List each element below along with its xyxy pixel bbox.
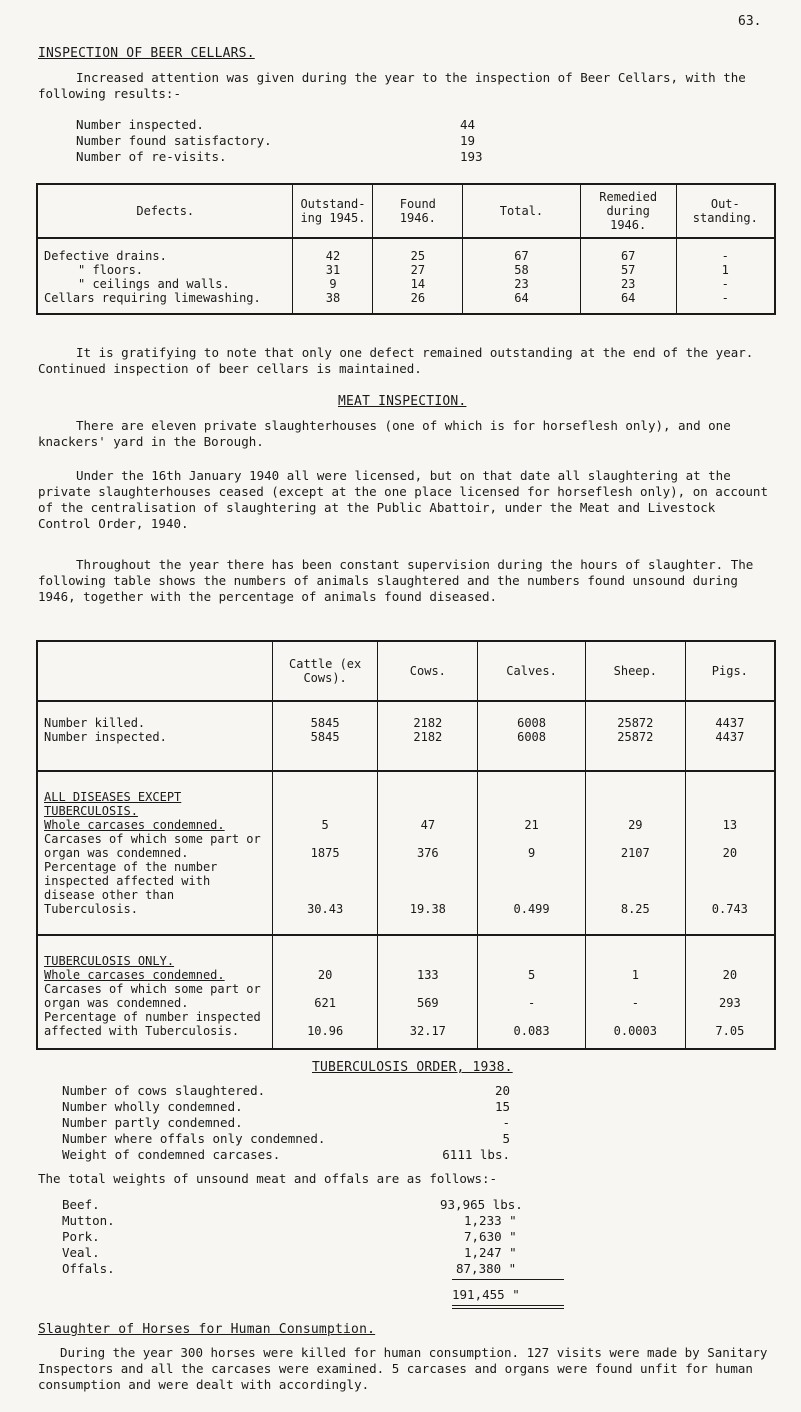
col-header: Total.	[463, 184, 581, 238]
table-row	[37, 263, 775, 277]
table-cell: 29	[585, 818, 685, 832]
weight-value: 93,965 lbs.	[440, 1197, 523, 1212]
stat-label: Number found satisfactory.	[76, 133, 272, 148]
table-row	[37, 701, 775, 730]
meat-inspection-para1: There are eleven private slaughterhouses (one of which is for horseflesh only), and one knackers' yard in the Borough.	[38, 418, 731, 449]
row-label: Whole carcases condemned.	[37, 968, 272, 982]
table-cell: 42	[293, 238, 373, 263]
beer-cellars-heading: INSPECTION OF BEER CELLARS.	[38, 46, 255, 61]
table-cell: 2182	[378, 730, 478, 771]
table-cell: 7.05	[685, 1010, 775, 1049]
stat-value: 19	[460, 133, 476, 148]
table-cell: 5	[272, 818, 378, 832]
table-cell: 27	[373, 263, 463, 277]
table-cell: 23	[580, 277, 676, 291]
table-cell: 1	[585, 968, 685, 982]
col-header: Cows.	[378, 641, 478, 701]
col-header: Calves.	[478, 641, 586, 701]
stat-label: Number where offals only condemned.	[62, 1131, 326, 1146]
table-cell: 133	[378, 968, 478, 982]
total-rule-bottom-2	[452, 1308, 564, 1309]
table-cell: 9	[293, 277, 373, 291]
table-cell: 64	[580, 291, 676, 314]
table-cell: -	[676, 277, 775, 291]
horses-heading: Slaughter of Horses for Human Consumption.	[38, 1322, 376, 1337]
table-cell: 569	[378, 982, 478, 1010]
table-cell: 30.43	[272, 860, 378, 935]
stat-label: Number wholly condemned.	[62, 1099, 243, 1114]
table-cell: 621	[272, 982, 378, 1010]
table-cell: 20	[685, 968, 775, 982]
table-cell: 5845	[272, 730, 378, 771]
row-label: Percentage of number inspected affected with Tuberculosis.	[37, 1010, 272, 1049]
weight-label: Beef.	[62, 1197, 100, 1212]
beer-cellars-intro: Increased attention was given during the year to the inspection of Beer Cellars, with the following results:-	[38, 70, 746, 101]
table-cell: 25	[373, 238, 463, 263]
table-cell: 9	[478, 832, 586, 860]
table-cell: 5845	[272, 701, 378, 730]
horses-para: During the year 300 horses were killed for human consumption. 127 visits were made by Sanitary Inspectors and all the carcases were examined. 5 carcases and organs were found unfit for human consumption and were dealt with accordingly.	[38, 1345, 768, 1392]
table-cell: 6008	[478, 701, 586, 730]
row-label: Whole carcases condemned.	[37, 818, 272, 832]
weight-value: 1,233 "	[464, 1213, 517, 1228]
weight-label: Mutton.	[62, 1213, 115, 1228]
meat-inspection-heading: MEAT INSPECTION.	[338, 394, 467, 409]
table-cell: 25872	[585, 730, 685, 771]
stat-value: 5	[502, 1131, 510, 1146]
table-cell: 1875	[272, 832, 378, 860]
table-cell: 0.083	[478, 1010, 586, 1049]
stat-value: 44	[460, 117, 476, 132]
table-cell: -	[478, 982, 586, 1010]
tb-order-heading: TUBERCULOSIS ORDER, 1938.	[312, 1060, 513, 1075]
table-cell: 14	[373, 277, 463, 291]
table-cell: 376	[378, 832, 478, 860]
tb-only-heading: TUBERCULOSIS ONLY.	[37, 935, 272, 968]
table-row	[37, 238, 775, 263]
table-cell: 5	[478, 968, 586, 982]
all-diseases-heading: ALL DISEASES EXCEPT TUBERCULOSIS.	[37, 771, 272, 818]
table-cell: 64	[463, 291, 581, 314]
col-header: Outstand- ing 1945.	[293, 184, 373, 238]
table-cell: 10.96	[272, 1010, 378, 1049]
table-row	[37, 730, 775, 771]
weight-value: 87,380 "	[456, 1261, 517, 1276]
table-row	[37, 291, 775, 314]
table-cell: 1	[676, 263, 775, 277]
table-cell: 293	[685, 982, 775, 1010]
table-cell: 8.25	[585, 860, 685, 935]
table-cell: -	[676, 238, 775, 263]
row-label: Number inspected.	[37, 730, 272, 771]
table-cell: 6008	[478, 730, 586, 771]
table-cell: 26	[373, 291, 463, 314]
row-label: Defective drains.	[37, 238, 293, 263]
table-cell: 20	[272, 968, 378, 982]
row-label: Carcases of which some part or organ was condemned.	[37, 982, 272, 1010]
table-row	[37, 935, 775, 968]
weight-label: Offals.	[62, 1261, 115, 1276]
stat-label: Number of re-visits.	[76, 149, 227, 164]
table-cell: 67	[580, 238, 676, 263]
table-row	[37, 818, 775, 832]
stat-value: 6111 lbs.	[442, 1147, 510, 1162]
total-rule-top	[452, 1279, 564, 1280]
table-cell: 4437	[685, 730, 775, 771]
page-number: 63.	[738, 14, 762, 29]
table-cell: 2107	[585, 832, 685, 860]
slaughter-table-header	[37, 641, 775, 701]
meat-inspection-para3: Throughout the year there has been constant supervision during the hours of slaughter. The following table shows the numbers of animals slaughtered and the numbers found unsound during 1946, together with the percentage of animals found diseased.	[38, 557, 754, 604]
col-header: Found 1946.	[373, 184, 463, 238]
table-cell: 57	[580, 263, 676, 277]
table-cell: 32.17	[378, 1010, 478, 1049]
col-header: Remedied during 1946.	[580, 184, 676, 238]
slaughter-table	[36, 640, 776, 1050]
stat-label: Number inspected.	[76, 117, 204, 132]
stat-label: Number partly condemned.	[62, 1115, 243, 1130]
row-label: Cellars requiring limewashing.	[37, 291, 293, 314]
row-label: Number killed.	[37, 701, 272, 730]
col-header: Defects.	[37, 184, 293, 238]
col-header: Sheep.	[585, 641, 685, 701]
table-row	[37, 982, 775, 1010]
table-row	[37, 832, 775, 860]
table-cell: 0.743	[685, 860, 775, 935]
defects-table	[36, 183, 776, 315]
table-row	[37, 771, 775, 818]
stat-value: 15	[494, 1099, 510, 1114]
weight-label: Veal.	[62, 1245, 100, 1260]
table-cell: 23	[463, 277, 581, 291]
weight-value: 7,630 "	[464, 1229, 517, 1244]
table-row	[37, 860, 775, 935]
meat-inspection-para2: Under the 16th January 1940 all were licensed, but on that date all slaughtering at the private slaughterhouses ceased (except at the one place licensed for horseflesh only), on account of the centralisation of slaughtering at the Public Abattoir, under the Meat and Livestock Control Order, 1940.	[38, 468, 768, 531]
row-label: " floors.	[37, 263, 293, 277]
table-cell: 38	[293, 291, 373, 314]
table-row	[37, 1010, 775, 1049]
table-row	[37, 277, 775, 291]
unsound-meat-intro: The total weights of unsound meat and offals are as follows:-	[38, 1171, 498, 1186]
stat-value: -	[502, 1115, 510, 1130]
col-header: Pigs.	[685, 641, 775, 701]
table-cell: 0.499	[478, 860, 586, 935]
table-cell: 25872	[585, 701, 685, 730]
stat-value: 20	[494, 1083, 510, 1098]
table-cell: -	[676, 291, 775, 314]
table-cell: 47	[378, 818, 478, 832]
table-cell: 21	[478, 818, 586, 832]
col-header: Out- standing.	[676, 184, 775, 238]
stat-label: Weight of condemned carcases.	[62, 1147, 281, 1162]
col-header: Cattle (ex Cows).	[272, 641, 378, 701]
row-label: Carcases of which some part or organ was condemned.	[37, 832, 272, 860]
table-cell: 13	[685, 818, 775, 832]
row-label: Percentage of the number inspected affected with disease other than Tuberculosis.	[37, 860, 272, 935]
table-cell: 4437	[685, 701, 775, 730]
table-cell: 20	[685, 832, 775, 860]
total-rule-bottom-1	[452, 1305, 564, 1306]
table-cell: 67	[463, 238, 581, 263]
col-header	[37, 641, 272, 701]
table-cell: 19.38	[378, 860, 478, 935]
table-cell: 31	[293, 263, 373, 277]
weight-value: 1,247 "	[464, 1245, 517, 1260]
weight-total: 191,455 "	[452, 1287, 520, 1302]
row-label: " ceilings and walls.	[37, 277, 293, 291]
table-cell: -	[585, 982, 685, 1010]
stat-label: Number of cows slaughtered.	[62, 1083, 266, 1098]
defects-table-header	[37, 184, 775, 238]
table-row	[37, 968, 775, 982]
table-cell: 0.0003	[585, 1010, 685, 1049]
table-cell: 2182	[378, 701, 478, 730]
beer-cellars-closing: It is gratifying to note that only one defect remained outstanding at the end of the year. Continued inspection of beer cellars is maintained.	[38, 345, 754, 376]
weight-label: Pork.	[62, 1229, 100, 1244]
table-cell: 58	[463, 263, 581, 277]
stat-value: 193	[460, 149, 483, 164]
